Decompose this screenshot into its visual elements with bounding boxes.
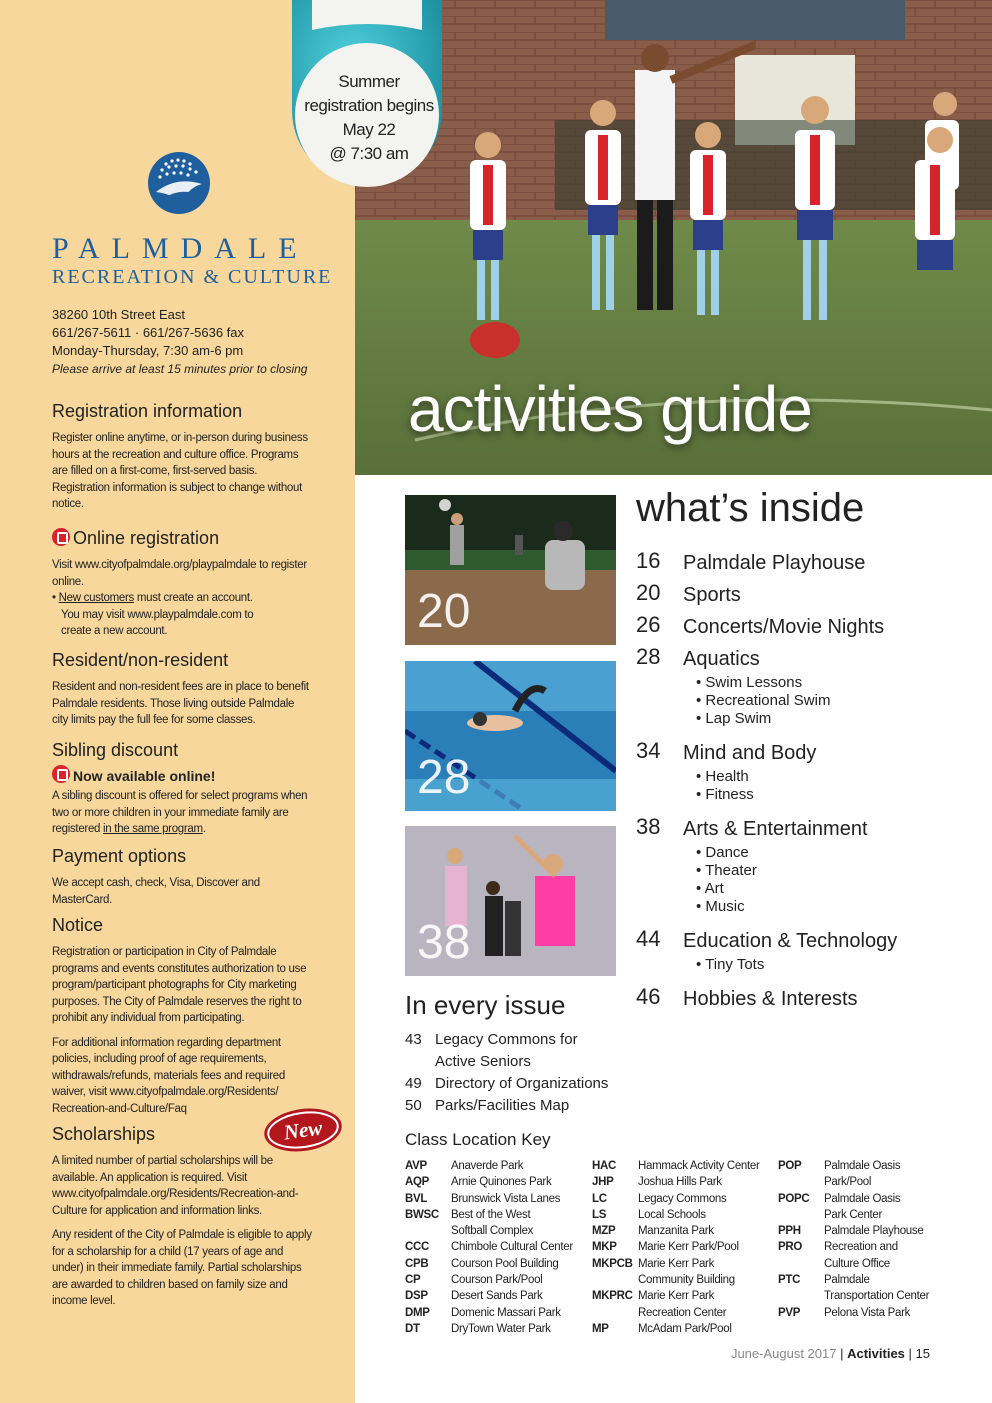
- location-name: DryTown Water Park: [451, 1322, 551, 1335]
- toc-page-number: 28: [636, 644, 661, 669]
- location-key-row: [778, 1256, 929, 1272]
- every-issue-item: [405, 1095, 608, 1117]
- location-key-row: [778, 1239, 929, 1255]
- location-code: CCC: [405, 1241, 430, 1254]
- resident-body: Resident and non-resident fees are in place to benefit Palmdale residents. Those living outside Palmdale city limits pay the full fee for some classes.: [52, 681, 309, 726]
- location-name: Palmdale Oasis: [824, 1192, 901, 1205]
- location-key-title: Class Location Key: [405, 1130, 551, 1149]
- location-code: LS: [592, 1208, 607, 1221]
- toc-page-number: 16: [636, 548, 661, 573]
- notice-section: [52, 915, 312, 1117]
- online-section: [52, 528, 312, 640]
- toc-subitem: • Theater: [696, 862, 757, 879]
- registration-bubble-text: [292, 70, 446, 166]
- location-code: BVL: [405, 1192, 428, 1205]
- location-key-row: [405, 1288, 573, 1304]
- brand-name: PALMDALE: [52, 232, 309, 265]
- location-code: PTC: [778, 1274, 801, 1287]
- location-key-row: [405, 1223, 573, 1239]
- location-name: Courson Pool Building: [451, 1257, 559, 1270]
- sibling-now-online: Now available online!: [73, 768, 216, 784]
- toc-list: [636, 548, 976, 1014]
- toc-subitem: • Lap Swim: [696, 710, 772, 727]
- location-key-row: [778, 1174, 929, 1190]
- hand-icon: [52, 528, 70, 546]
- location-key-row: [778, 1288, 929, 1304]
- location-key-row: [592, 1239, 760, 1255]
- location-code: PPH: [778, 1225, 801, 1238]
- location-key-column-1: [405, 1158, 573, 1337]
- location-key-row: [778, 1223, 929, 1239]
- location-name: Manzanita Park: [638, 1225, 714, 1238]
- location-name: Marie Kerr Park: [638, 1290, 715, 1303]
- location-code: JHP: [592, 1176, 614, 1189]
- page-footer: June-August 2017 | Activities | 15: [730, 1346, 930, 1361]
- location-code: MZP: [592, 1225, 616, 1238]
- location-code: DSP: [405, 1290, 428, 1303]
- location-key-row: [405, 1158, 573, 1174]
- every-issue-page: [405, 1051, 435, 1073]
- toc-item[interactable]: [636, 644, 976, 728]
- scholarships-body-2: Any resident of the City of Palmdale is eligible to apply for a scholarship for a child (17 years of age and under) in their immediate family. Partial scholarships are awarded to children based on family size and income level.: [52, 1229, 312, 1307]
- location-name: Park Center: [824, 1208, 883, 1221]
- payment-title: Payment options: [52, 846, 187, 866]
- toc-label: Arts & Entertainment: [683, 818, 868, 840]
- toc-label: Hobbies & Interests: [683, 988, 858, 1010]
- every-issue-list: [405, 1029, 608, 1117]
- every-issue-page: 43: [405, 1031, 422, 1048]
- location-name: Marie Kerr Park/Pool: [638, 1241, 739, 1254]
- online-body: Visit www.cityofpalmdale.org/playpalmdale to register online.: [52, 559, 307, 588]
- location-name: Domenic Massari Park: [451, 1306, 561, 1319]
- scholarships-body-1: A limited number of partial scholarships will be available. An application is required. Visit www.cityofpalmdale.org/Residents/Recreation-and-Culture for application and information links.: [52, 1155, 299, 1217]
- location-code: MKP: [592, 1241, 617, 1254]
- location-key-row: [592, 1305, 760, 1321]
- toc-item[interactable]: [636, 548, 976, 578]
- toc-label: Mind and Body: [683, 742, 817, 764]
- location-key-row: [592, 1321, 760, 1337]
- new-customers-link[interactable]: New customers: [58, 592, 134, 604]
- location-code: [778, 1174, 824, 1190]
- thumb-sports[interactable]: [405, 495, 616, 645]
- location-name: Softball Complex: [451, 1225, 534, 1238]
- whats-inside-title: what’s inside: [636, 486, 865, 530]
- every-issue-label: Parks/Facilities Map: [435, 1097, 570, 1114]
- toc-item[interactable]: [636, 926, 976, 974]
- location-key-row: [592, 1272, 760, 1288]
- location-key-row: [592, 1191, 760, 1207]
- location-name: Courson Park/Pool: [451, 1274, 543, 1287]
- toc-page-number: 46: [636, 984, 661, 1009]
- location-code: [405, 1223, 451, 1239]
- location-name: Culture Office: [824, 1257, 890, 1270]
- registration-section: [52, 401, 312, 513]
- location-key-row: [592, 1158, 760, 1174]
- palmdale-logo-icon: [146, 148, 212, 218]
- location-name: Joshua Hills Park: [638, 1176, 722, 1189]
- location-name: Community Building: [638, 1274, 735, 1287]
- bubble-line-2: registration begins: [304, 96, 434, 115]
- every-issue-label: Directory of Organizations: [435, 1075, 609, 1092]
- location-name: Palmdale Playhouse: [824, 1225, 924, 1238]
- location-key-row: [405, 1239, 573, 1255]
- location-code: BWSC: [405, 1208, 439, 1221]
- toc-page-number: 20: [636, 580, 661, 605]
- sibling-section: [52, 740, 312, 838]
- toc-label: Palmdale Playhouse: [683, 552, 866, 574]
- location-code: [778, 1256, 824, 1272]
- location-code: HAC: [592, 1160, 617, 1172]
- location-code: [778, 1288, 824, 1304]
- every-issue-page: 50: [405, 1097, 422, 1114]
- location-key-row: [592, 1256, 760, 1272]
- location-name: Local Schools: [638, 1208, 706, 1221]
- location-code: POPC: [778, 1192, 810, 1205]
- hand-icon: [52, 765, 70, 783]
- thumb-aquatics[interactable]: [405, 661, 616, 811]
- location-name: Anaverde Park: [451, 1160, 524, 1172]
- every-issue-label: Legacy Commons for: [435, 1031, 578, 1048]
- every-issue-item: [405, 1073, 608, 1095]
- address-phone: 661/267-5611 · 661/267-5636 fax: [52, 325, 245, 340]
- sibling-body: A sibling discount is offered for select programs when two or more children in your immediate family are registered: [52, 790, 308, 835]
- toc-subitem: • Health: [696, 768, 749, 785]
- location-name: Brunswick Vista Lanes: [451, 1192, 561, 1205]
- address-note: Please arrive at least 15 minutes prior to closing: [52, 362, 308, 376]
- location-name: Desert Sands Park: [451, 1290, 543, 1303]
- location-key-row: [592, 1223, 760, 1239]
- registration-title: Registration information: [52, 401, 243, 421]
- thumb-arts[interactable]: [405, 826, 616, 976]
- toc-item[interactable]: [636, 984, 976, 1014]
- location-code: MKPRC: [592, 1290, 633, 1303]
- brand-subtitle: RECREATION & CULTURE: [52, 266, 333, 288]
- location-key-column-2: [592, 1158, 760, 1337]
- location-name: Hammack Activity Center: [638, 1160, 760, 1172]
- address-street: 38260 10th Street East: [52, 307, 185, 322]
- payment-body: We accept cash, check, Visa, Discover and MasterCard.: [52, 877, 260, 906]
- toc-item[interactable]: [636, 738, 976, 804]
- location-key-row: [778, 1272, 929, 1288]
- location-key-row: [592, 1174, 760, 1190]
- new-badge-text: New: [282, 1115, 324, 1145]
- toc-item[interactable]: [636, 814, 976, 916]
- location-name: Legacy Commons: [638, 1192, 727, 1205]
- location-name: Chimbole Cultural Center: [451, 1241, 573, 1254]
- address-hours: Monday-Thursday, 7:30 am-6 pm: [52, 343, 244, 358]
- toc-subitem: • Swim Lessons: [696, 674, 803, 691]
- location-name: Park/Pool: [824, 1176, 872, 1189]
- toc-item[interactable]: [636, 612, 976, 642]
- toc-page-number: 34: [636, 738, 661, 763]
- location-name: Transportation Center: [824, 1290, 930, 1303]
- toc-subitem: • Music: [696, 898, 745, 915]
- location-key-row: [778, 1305, 929, 1321]
- bubble-line-3: May 22: [342, 120, 396, 139]
- bubble-line-4: @ 7:30 am: [329, 144, 409, 163]
- location-code: LC: [592, 1192, 607, 1205]
- location-name: Recreation and: [824, 1241, 898, 1254]
- every-issue-item: [405, 1029, 608, 1051]
- location-name: Palmdale: [824, 1274, 870, 1287]
- online-bullet-rest: must create an account.: [133, 592, 253, 604]
- location-code: DMP: [405, 1306, 430, 1319]
- toc-label: Aquatics: [683, 648, 760, 670]
- toc-label: Education & Technology: [683, 930, 898, 952]
- toc-subitem: • Dance: [696, 844, 749, 861]
- location-key-row: [405, 1256, 573, 1272]
- toc-page-number: 44: [636, 926, 661, 951]
- scholarships-title: Scholarships: [52, 1124, 156, 1144]
- location-code: POP: [778, 1160, 802, 1172]
- hero-title: activities guide: [408, 373, 812, 445]
- location-key-row: [405, 1272, 573, 1288]
- toc-page-number: 38: [636, 814, 661, 839]
- bubble-line-1: Summer: [338, 72, 400, 91]
- location-code: [592, 1272, 638, 1288]
- location-code: PVP: [778, 1306, 801, 1319]
- location-code: PRO: [778, 1241, 803, 1254]
- toc-item[interactable]: [636, 580, 976, 610]
- location-code: AQP: [405, 1176, 430, 1189]
- location-key-row: [592, 1207, 760, 1223]
- address-block: [52, 306, 307, 378]
- footer-date: June-August 2017: [730, 1346, 837, 1361]
- same-program-link[interactable]: in the same program: [103, 823, 203, 835]
- footer-section: Activities: [847, 1346, 905, 1361]
- location-key-row: [405, 1174, 573, 1190]
- location-name: Recreation Center: [638, 1306, 727, 1319]
- footer-page-number: 15: [915, 1346, 930, 1361]
- location-key-row: [405, 1191, 573, 1207]
- sibling-body-end: .: [202, 823, 206, 835]
- location-name: McAdam Park/Pool: [638, 1322, 732, 1335]
- location-key-row: [405, 1305, 573, 1321]
- registration-body: Register online anytime, or in-person during business hours at the recreation and culture office. Programs are filled on a first-come, first-served basis. Registration information is subject to change without notice.: [52, 432, 308, 510]
- location-name: Arnie Quinones Park: [451, 1176, 552, 1189]
- toc-subitem: • Fitness: [696, 786, 754, 803]
- every-issue-title: In every issue: [405, 990, 566, 1020]
- online-bullet-line2: You may visit www.playpalmdale.com to: [61, 608, 254, 621]
- every-issue-label: Active Seniors: [435, 1053, 531, 1070]
- toc-subitem: • Recreational Swim: [696, 692, 831, 709]
- notice-body-1: Registration or participation in City of Palmdale programs and events constitutes authorization to use program/participant photographs for City marketing purposes. The City of Palmdale reserves the right to prohibit any individual from participating.: [52, 946, 307, 1024]
- toc-subitem: • Tiny Tots: [696, 956, 765, 973]
- payment-section: [52, 846, 312, 908]
- notice-title: Notice: [52, 915, 104, 935]
- location-code: DT: [405, 1322, 420, 1335]
- thumb-number-aquatics: 28: [417, 751, 471, 804]
- new-badge: [262, 1106, 344, 1154]
- online-bullet-line3: create a new account.: [61, 625, 168, 637]
- location-key-row: [405, 1321, 573, 1337]
- toc-page-number: 26: [636, 612, 661, 637]
- location-key-row: [778, 1191, 929, 1207]
- location-code: [592, 1305, 638, 1321]
- location-code: CPB: [405, 1257, 429, 1270]
- location-code: CP: [405, 1274, 421, 1287]
- toc-label: Sports: [683, 584, 741, 606]
- location-key-row: [405, 1207, 573, 1223]
- location-name: Pelona Vista Park: [824, 1306, 911, 1319]
- thumb-number-sports: 20: [417, 585, 471, 638]
- notice-body-2: For additional information regarding department policies, including proof of age requirements, withdrawals/refunds, materials fees and required waiver, visit www.cityofpalmdale.org/Residents/ Recreation-and-Culture/Faq: [52, 1036, 285, 1115]
- online-bullet-prefix: •: [52, 592, 59, 604]
- toc-subitem: • Art: [696, 880, 724, 897]
- location-key-row: [778, 1158, 929, 1174]
- resident-title: Resident/non-resident: [52, 650, 229, 670]
- location-code: AVP: [405, 1160, 427, 1172]
- location-key-column-3: [778, 1158, 929, 1321]
- location-key-row: [592, 1288, 760, 1304]
- every-issue-page: 49: [405, 1075, 422, 1092]
- location-code: MKPCB: [592, 1257, 633, 1270]
- resident-section: [52, 650, 312, 729]
- thumb-number-arts: 38: [417, 916, 471, 969]
- location-code: MP: [592, 1322, 609, 1335]
- location-name: Palmdale Oasis: [824, 1160, 901, 1172]
- online-title: Online registration: [73, 528, 220, 548]
- location-name: Best of the West: [451, 1208, 531, 1221]
- every-issue-item: [405, 1051, 608, 1073]
- sibling-title: Sibling discount: [52, 740, 179, 760]
- location-code: [778, 1207, 824, 1223]
- toc-label: Concerts/Movie Nights: [683, 616, 885, 638]
- location-name: Marie Kerr Park: [638, 1257, 715, 1270]
- location-key-row: [778, 1207, 929, 1223]
